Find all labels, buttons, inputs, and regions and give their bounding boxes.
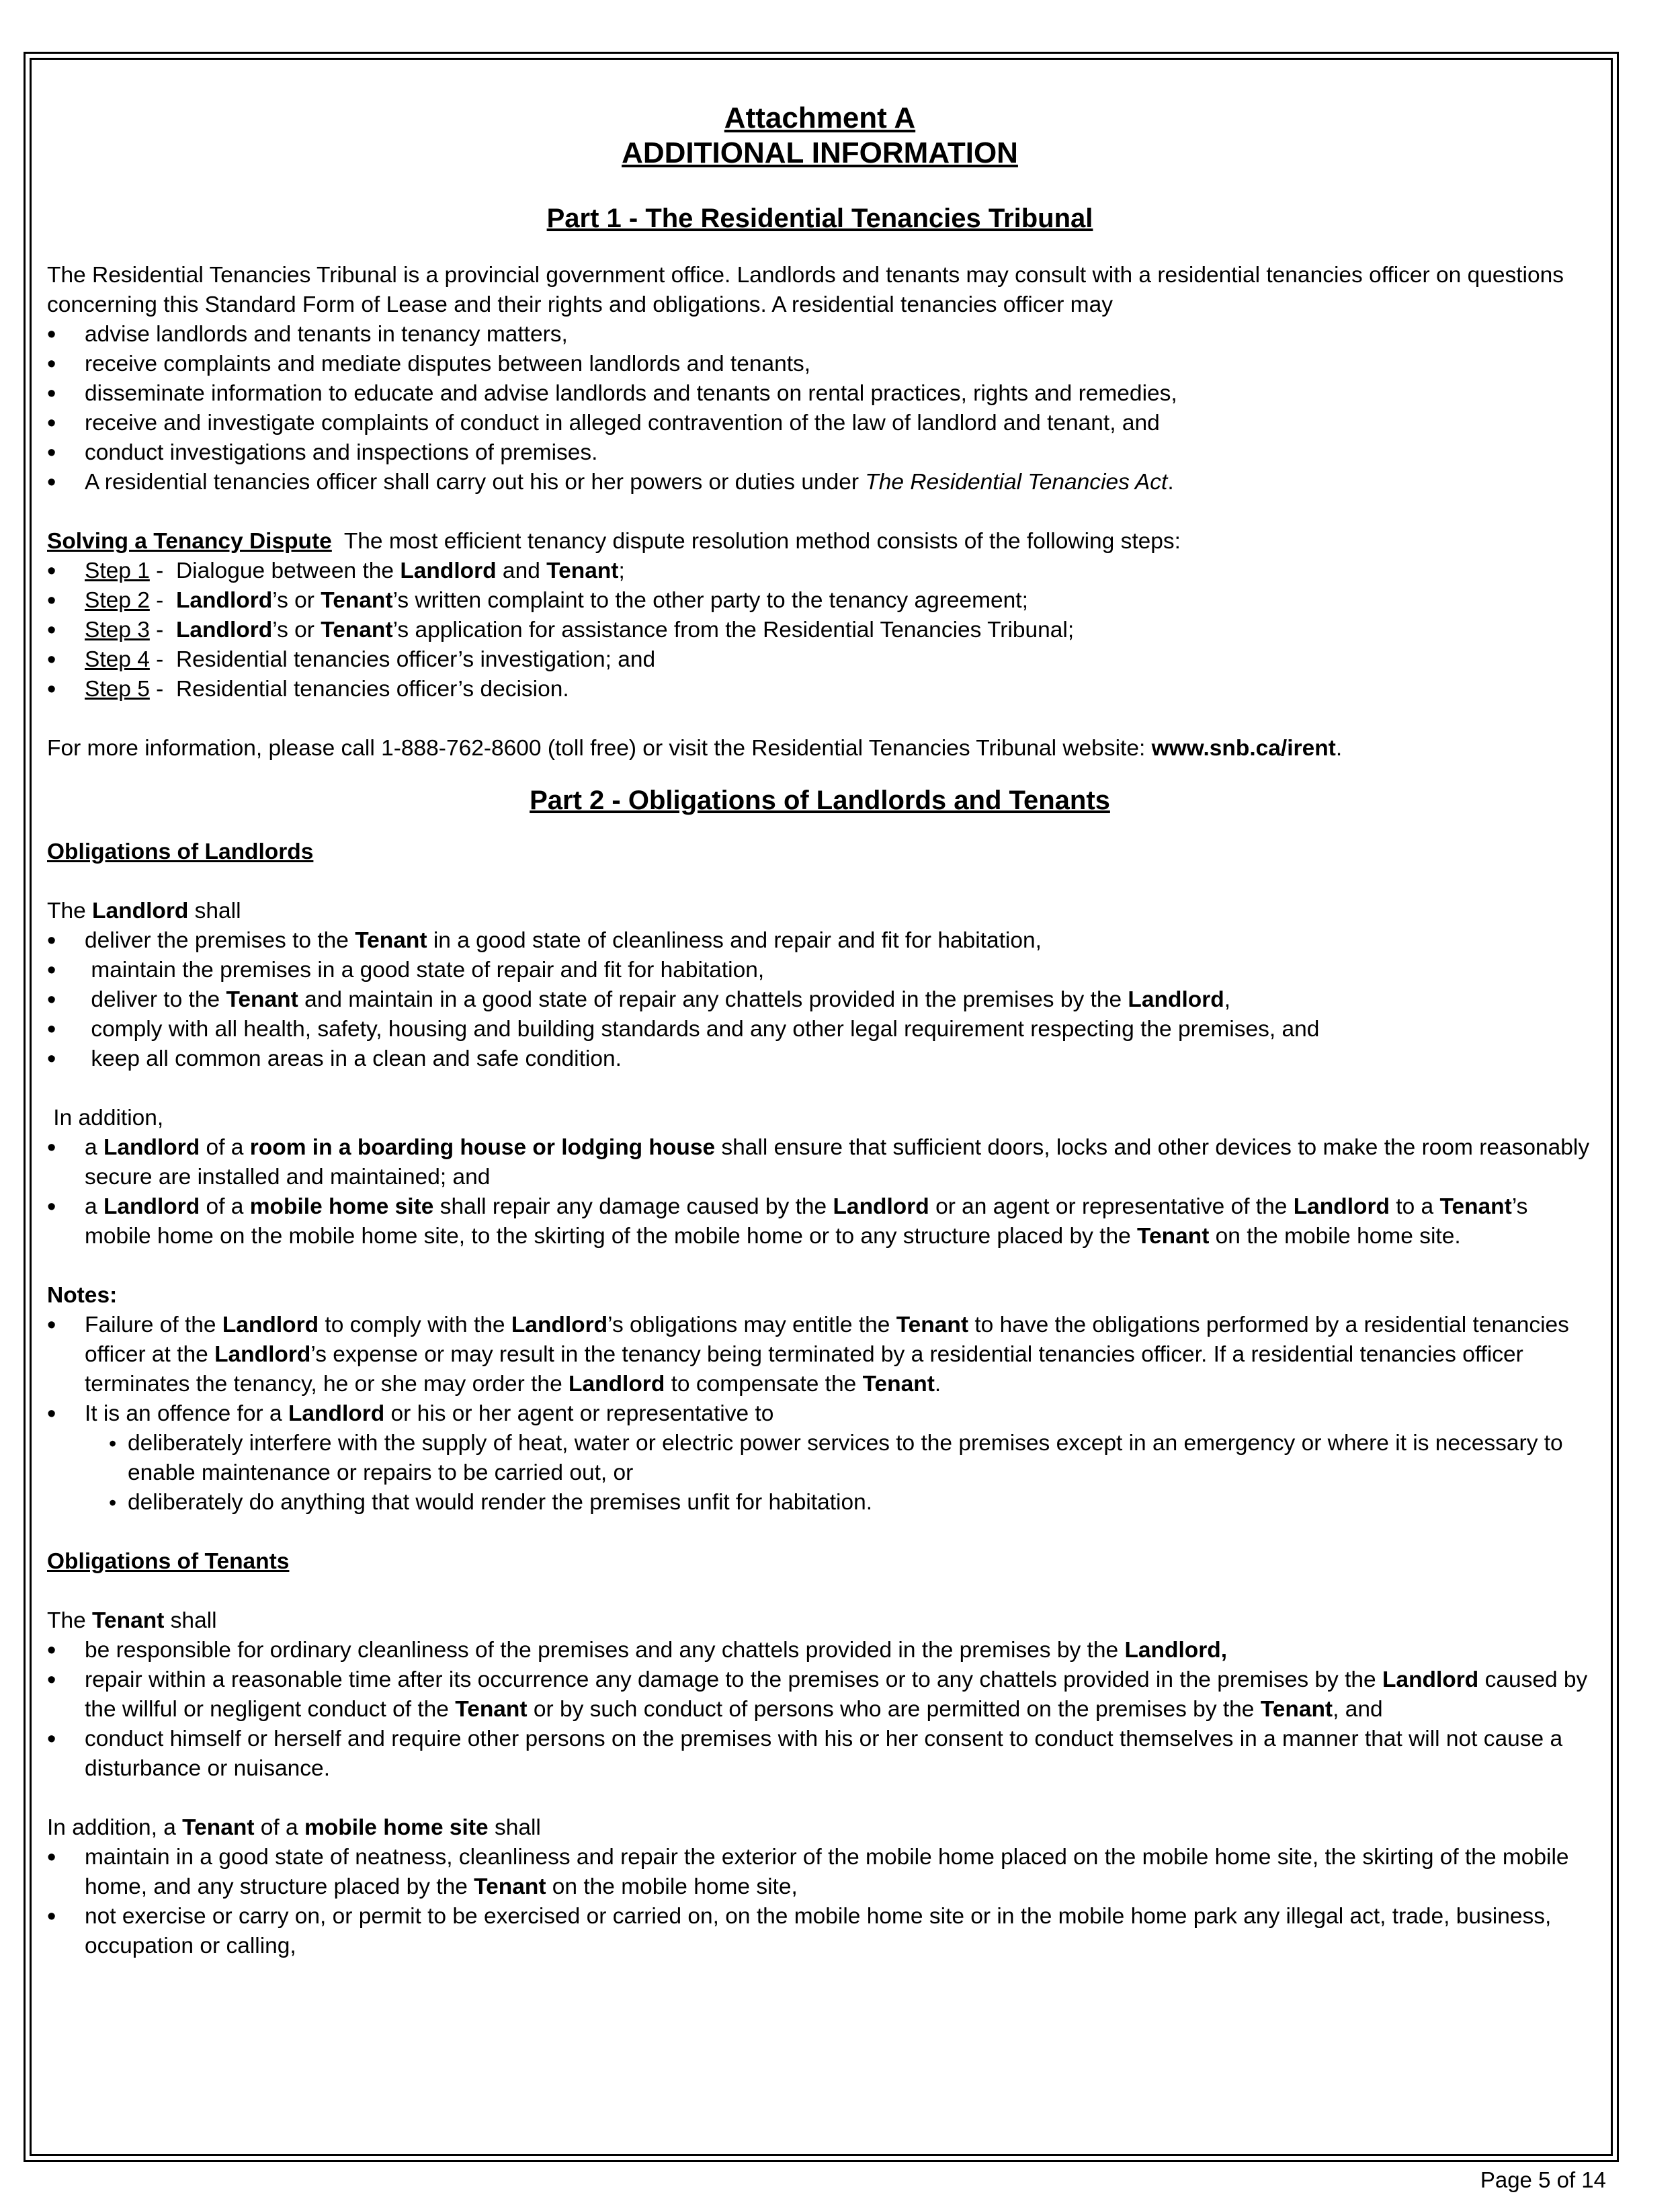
step-text: and <box>496 558 547 583</box>
list-item <box>47 1015 1593 1044</box>
bold-term: Landlord <box>222 1313 319 1337</box>
mobile-intro-pre: In addition, a <box>47 1815 183 1840</box>
item-text: of a <box>200 1194 250 1219</box>
list-item <box>47 1044 1593 1074</box>
step-text: Residential tenancies officer’s investigation; and <box>175 647 656 672</box>
landlord-shall-bold: Landlord <box>92 899 189 923</box>
item-text: in a good state of cleanliness and repair and fit for habitation, <box>427 928 1042 953</box>
more-info-end: . <box>1335 736 1343 761</box>
bold-term: Tenant <box>1137 1224 1210 1249</box>
landlord-shall-post: shall <box>188 899 241 923</box>
step-party: Tenant <box>546 558 619 583</box>
bold-term: Landlord <box>103 1194 200 1219</box>
item-text: . <box>934 1372 941 1397</box>
bold-term: Landlord <box>511 1313 608 1337</box>
step-text: ’s application for assistance from the Residential Tenancies Tribunal; <box>392 618 1075 642</box>
landlord-obligations-list <box>47 926 1593 1074</box>
step-party: Landlord <box>400 558 497 583</box>
offence-sublist <box>85 1429 1593 1517</box>
dispute-intro: The most efficient tenancy dispute resolution method consists of the following steps: <box>331 529 1181 554</box>
landlord-shall-pre: The <box>47 899 93 923</box>
dispute-heading: Solving a Tenancy Dispute <box>47 529 332 554</box>
step-party: Landlord <box>175 618 273 642</box>
item-text: on the mobile home site. <box>1209 1224 1461 1249</box>
list-item <box>47 1399 1593 1517</box>
powers-text: A residential tenancies officer shall carry out his or her powers or duties under <box>85 470 866 495</box>
step-party: Tenant <box>321 588 393 613</box>
landlords-heading: Obligations of Landlords <box>47 839 314 864</box>
item-text: , and <box>1333 1697 1383 1722</box>
item-text: or his or her agent or representative to <box>384 1401 774 1426</box>
step-text: ’s or <box>272 618 321 642</box>
tenant-shall <box>47 1606 1593 1636</box>
tenant-shall-pre: The <box>47 1608 93 1633</box>
document-body <box>47 101 1593 1961</box>
dispute-step <box>47 616 1593 645</box>
bold-term: Tenant <box>1260 1697 1333 1722</box>
step-party: Landlord <box>175 588 273 613</box>
item-text: shall ensure that sufficient doors, locks and other devices to make the room reasonably secure are installed and maintained; and <box>85 1135 1590 1190</box>
item-text: , <box>1224 987 1231 1012</box>
item-text: to comply with the <box>319 1313 511 1337</box>
item-text: maintain in a good state of neatness, cleanliness and repair the exterior of the mobile home placed on the mobile home site, the skirting of the mobile home, and any structure placed by the <box>85 1845 1569 1899</box>
list-item <box>47 1192 1593 1251</box>
item-text: and maintain in a good state of repair any chattels provided in the premises by the <box>298 987 1128 1012</box>
list-item: • disseminate information to educate and advise landlords and tenants on rental practices, rights and remedies, <box>47 379 1593 409</box>
item-text: comply with all health, safety, housing and building standards and any other legal requirement respecting the premises, and <box>85 1017 1320 1042</box>
list-item <box>47 1902 1593 1961</box>
bold-term: Tenant <box>1439 1194 1512 1219</box>
step-text: ’s written complaint to the other party to the tenancy agreement; <box>392 588 1028 613</box>
bold-term: Tenant <box>474 1874 546 1899</box>
page-number: Page 5 of 14 <box>1480 2167 1606 2192</box>
bold-term: Landlord <box>214 1342 311 1367</box>
item-text: caused by the willful or negligent conduct of the <box>85 1667 1588 1722</box>
list-item <box>47 1843 1593 1902</box>
in-addition: In addition, <box>47 1106 164 1130</box>
part1-title: Part 1 - The Residential Tenancies Tribunal <box>546 204 1093 233</box>
item-text: not exercise or carry on, or permit to be exercised or carried on, on the mobile home site or in the mobile home park any illegal act, trade, business, occupation or calling, <box>85 1904 1552 1958</box>
step-separator: - <box>149 677 176 702</box>
bold-term: Tenant <box>455 1697 528 1722</box>
powers-period: . <box>1167 470 1174 495</box>
notes-list <box>47 1310 1593 1517</box>
sub-item: • deliberately interfere with the supply of heat, water or electric power services to the premises except in an emergency or where it is necessary to enable maintenance or repairs to be carried out, or <box>109 1429 1593 1488</box>
tenant-shall-post: shall <box>164 1608 217 1633</box>
item-text: deliver to the <box>85 987 226 1012</box>
powers-item <box>47 468 1593 497</box>
officer-duties-list <box>47 320 1593 468</box>
dispute-step <box>47 556 1593 586</box>
list-item <box>47 1724 1593 1784</box>
mobile-obligations-list <box>47 1843 1593 1961</box>
landlord-shall <box>47 897 1593 926</box>
item-text: of a <box>200 1135 250 1160</box>
item-text: to have the obligations performed by a residential tenancies officer at the <box>85 1313 1569 1367</box>
dispute-step <box>47 586 1593 616</box>
dispute-step <box>47 645 1593 675</box>
mobile-intro <box>47 1813 1593 1843</box>
step-label: Step 1 <box>85 558 150 583</box>
list-item <box>47 926 1593 956</box>
item-text: ’s obligations may entitle the <box>607 1313 896 1337</box>
party-name: Tenant <box>355 928 427 953</box>
item-text: a <box>85 1194 103 1219</box>
item-text: be responsible for ordinary cleanliness of the premises and any chattels provided in the premises by the <box>85 1638 1125 1663</box>
item-text: or an agent or representative of the <box>929 1194 1294 1219</box>
bold-term: Landlord <box>569 1372 665 1397</box>
step-label: Step 2 <box>85 588 150 613</box>
bold-term: Landlord <box>833 1194 929 1219</box>
more-info <box>47 734 1593 763</box>
item-text: or by such conduct of persons who are permitted on the premises by the <box>527 1697 1261 1722</box>
item-text: It is an offence for a <box>85 1401 288 1426</box>
mobile-intro-tenant: Tenant <box>182 1815 255 1840</box>
list-item <box>47 1310 1593 1399</box>
part1-intro: The Residential Tenancies Tribunal is a provincial government office. Landlords and tenants may consult with a residential tenancies officer on questions concerning this Standard Form of Lease and their rights and obligations. A residential tenancies officer may <box>47 263 1564 317</box>
bold-term: Tenant <box>896 1313 969 1337</box>
step-separator: - <box>149 558 176 583</box>
notes-heading: Notes: <box>47 1283 118 1308</box>
step-text: ’s or <box>272 588 321 613</box>
list-item <box>47 956 1593 985</box>
item-text: ’s mobile home on the mobile home site, to the skirting of the mobile home or to any structure placed by the <box>85 1194 1528 1249</box>
step-label: Step 3 <box>85 618 150 642</box>
list-item: • receive complaints and mediate disputes between landlords and tenants, <box>47 349 1593 379</box>
bold-term: Tenant <box>862 1372 935 1397</box>
mobile-intro-post: shall <box>488 1815 541 1840</box>
list-item: • advise landlords and tenants in tenancy matters, <box>47 320 1593 349</box>
attachment-title: Attachment A <box>724 101 916 134</box>
bold-term: mobile home site <box>249 1194 434 1219</box>
step-separator: - <box>149 618 176 642</box>
item-text: maintain the premises in a good state of repair and fit for habitation, <box>85 958 765 983</box>
bold-term: Landlord <box>1293 1194 1390 1219</box>
step-label: Step 5 <box>85 677 150 702</box>
step-separator: - <box>149 647 176 672</box>
dispute-steps-list <box>47 556 1593 704</box>
mobile-intro-mid: of a <box>254 1815 304 1840</box>
item-text: to a <box>1389 1194 1440 1219</box>
more-info-text: For more information, please call 1-888-762-8600 (toll free) or visit the Residential Tenancies Tribunal website: <box>47 736 1152 761</box>
item-text: keep all common areas in a clean and safe condition. <box>85 1046 622 1071</box>
website-link[interactable]: www.snb.ca/irent <box>1151 736 1336 761</box>
step-text: Residential tenancies officer’s decision. <box>175 677 569 702</box>
step-text: ; <box>618 558 625 583</box>
act-name: The Residential Tenancies Act <box>865 470 1168 495</box>
item-text: deliver the premises to the <box>85 928 355 953</box>
tenant-obligations-list <box>47 1636 1593 1784</box>
item-text: conduct himself or herself and require other persons on the premises with his or her consent to conduct themselves in a manner that will not cause a disturbance or nuisance. <box>85 1726 1563 1781</box>
item-text: shall repair any damage caused by the <box>433 1194 833 1219</box>
item-text: Failure of the <box>85 1313 222 1337</box>
list-item <box>47 985 1593 1015</box>
tenant-shall-bold: Tenant <box>92 1608 165 1633</box>
item-text: on the mobile home site, <box>546 1874 798 1899</box>
item-text: repair within a reasonable time after its occurrence any damage to the premises or to any chattels provided in the premises by the <box>85 1667 1382 1692</box>
part2-title: Part 2 - Obligations of Landlords and Tenants <box>530 786 1110 815</box>
tenants-heading: Obligations of Tenants <box>47 1549 290 1574</box>
dispute-step <box>47 675 1593 704</box>
addition-list <box>47 1133 1593 1251</box>
bold-term: Landlord <box>1382 1667 1479 1692</box>
step-text: Dialogue between the <box>175 558 401 583</box>
party-name: Tenant <box>226 987 298 1012</box>
list-item: • receive and investigate complaints of conduct in alleged contravention of the law of landlord and tenant, and <box>47 409 1593 438</box>
bold-term: Landlord <box>103 1135 200 1160</box>
item-text: a <box>85 1135 103 1160</box>
list-item <box>47 1665 1593 1724</box>
powers-list <box>47 468 1593 497</box>
bold-term: Landlord, <box>1124 1638 1228 1663</box>
step-label: Step 4 <box>85 647 150 672</box>
step-separator: - <box>149 588 176 613</box>
list-item <box>47 1636 1593 1665</box>
bold-term: Landlord <box>288 1401 385 1426</box>
step-party: Tenant <box>321 618 393 642</box>
bold-term: room in a boarding house or lodging house <box>249 1135 716 1160</box>
item-text: ’s expense or may result in the tenancy being terminated by a residential tenancies officer. If a residential tenancies officer terminates the tenancy, he or she may order the <box>85 1342 1523 1397</box>
list-item: • conduct investigations and inspections of premises. <box>47 438 1593 468</box>
dispute-paragraph <box>47 527 1593 556</box>
mobile-intro-site: mobile home site <box>304 1815 489 1840</box>
additional-info-title: ADDITIONAL INFORMATION <box>622 136 1018 169</box>
list-item <box>47 1133 1593 1192</box>
party-name: Landlord <box>1128 987 1224 1012</box>
sub-item: • deliberately do anything that would render the premises unfit for habitation. <box>109 1488 1593 1517</box>
item-text: to compensate the <box>665 1372 863 1397</box>
